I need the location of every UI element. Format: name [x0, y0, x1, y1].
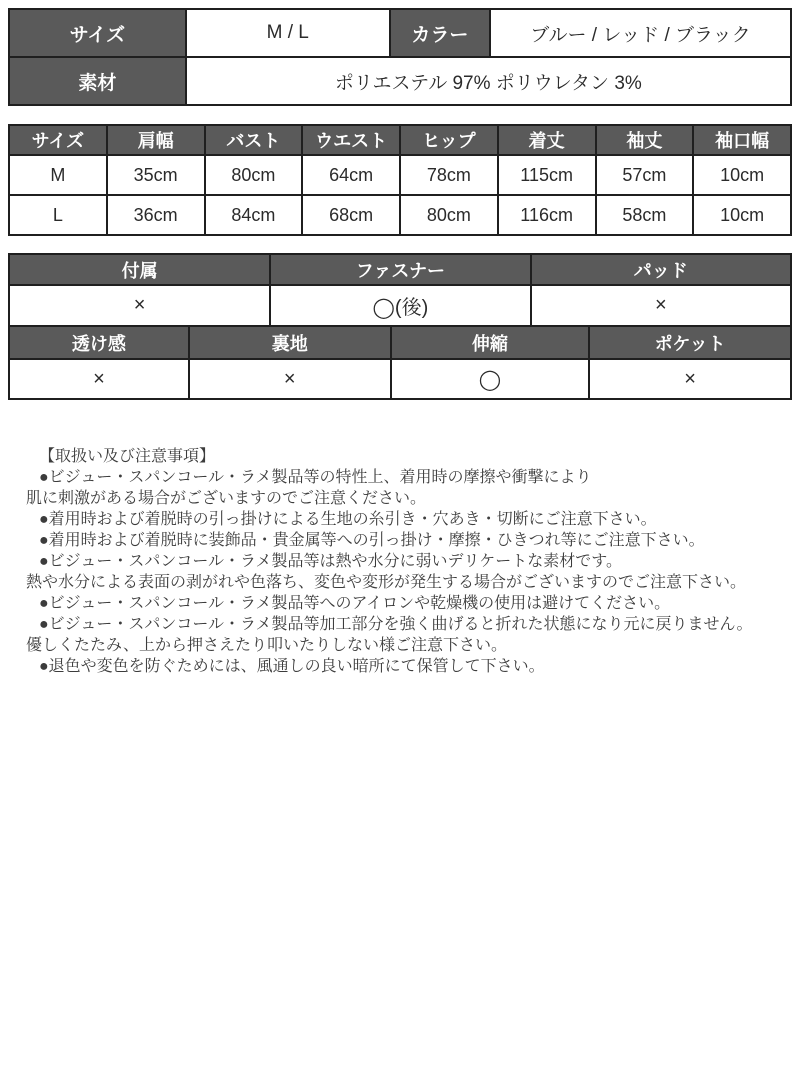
meas-m-size: M — [9, 155, 107, 195]
feat-header-stretch: 伸縮 — [391, 326, 590, 359]
size-value-cell: M / L — [186, 9, 390, 57]
meas-header-cuff: 袖口幅 — [693, 125, 791, 155]
meas-m-hip: 78cm — [400, 155, 498, 195]
meas-m-shoulder: 35cm — [107, 155, 205, 195]
features-table-1 — [8, 253, 792, 327]
features2-value-row — [9, 359, 791, 399]
note-line: 肌に刺激がある場合がございますのでご注意ください。 — [26, 490, 427, 507]
info-table — [8, 8, 792, 106]
meas-header-bust: バスト — [205, 125, 303, 155]
meas-header-sleeve: 袖丈 — [596, 125, 694, 155]
features2-header-row — [9, 326, 791, 359]
measurements-row-l — [9, 195, 791, 235]
measurements-row-m — [9, 155, 791, 195]
meas-l-hip: 80cm — [400, 195, 498, 235]
note-line: ●ビジュー・スパンコール・ラメ製品等は熱や水分に弱いデリケートな素材です。 — [39, 553, 622, 570]
meas-l-length: 116cm — [498, 195, 596, 235]
note-line: ●退色や変色を防ぐためには、風通しの良い暗所にて保管して下さい。 — [39, 658, 545, 675]
spec-content — [8, 8, 792, 677]
material-label-cell: 素材 — [9, 57, 186, 105]
feat-header-sheer: 透け感 — [9, 326, 189, 359]
feat-value-lining: × — [189, 359, 391, 399]
meas-m-length: 115cm — [498, 155, 596, 195]
meas-header-size: サイズ — [9, 125, 107, 155]
color-value-cell: ブルー / レッド / ブラック — [490, 9, 791, 57]
note-line: ●着用時および着脱時の引っ掛けによる生地の糸引き・穴あき・切断にご注意下さい。 — [39, 511, 657, 528]
feat-value-fastener: ◯(後) — [270, 285, 530, 326]
feat-value-stretch: ◯ — [391, 359, 590, 399]
feat-header-pad: パッド — [531, 254, 791, 285]
feat-header-lining: 裏地 — [189, 326, 391, 359]
note-line: ●ビジュー・スパンコール・ラメ製品等へのアイロンや乾燥機の使用は避けてください。 — [39, 595, 671, 612]
color-label-cell: カラー — [390, 9, 490, 57]
meas-header-waist: ウエスト — [302, 125, 400, 155]
feat-value-accessory: × — [9, 285, 270, 326]
features-table-2 — [8, 325, 792, 400]
measurements-table — [8, 124, 792, 236]
feat-header-accessory: 付属 — [9, 254, 270, 285]
meas-l-sleeve: 58cm — [596, 195, 694, 235]
measurements-header-row — [9, 125, 791, 155]
meas-header-shoulder: 肩幅 — [107, 125, 205, 155]
meas-l-shoulder: 36cm — [107, 195, 205, 235]
info-row-size-color — [9, 9, 791, 57]
note-line: ●ビジュー・スパンコール・ラメ製品等の特性上、着用時の摩擦や衝撃により — [39, 469, 592, 486]
handling-notes-title: 【取扱い及び注意事項】 — [39, 448, 216, 465]
note-line: 優しくたたみ、上から押さえたり叩いたりしない様ご注意下さい。 — [26, 637, 507, 654]
note-line: 熱や水分による表面の剥がれや色落ち、変色や変形が発生する場合がございますのでご注意下さい。 — [26, 574, 747, 591]
material-value-cell: ポリエステル 97% ポリウレタン 3% — [186, 57, 791, 105]
feat-header-pocket: ポケット — [589, 326, 791, 359]
meas-header-hip: ヒップ — [400, 125, 498, 155]
meas-l-size: L — [9, 195, 107, 235]
features1-value-row — [9, 285, 791, 326]
meas-m-waist: 64cm — [302, 155, 400, 195]
meas-header-length: 着丈 — [498, 125, 596, 155]
feat-header-fastener: ファスナー — [270, 254, 530, 285]
feat-value-pocket: × — [589, 359, 791, 399]
features1-header-row — [9, 254, 791, 285]
feat-value-pad: × — [531, 285, 791, 326]
meas-m-bust: 80cm — [205, 155, 303, 195]
note-line: ●ビジュー・スパンコール・ラメ製品等加工部分を強く曲げると折れた状態になり元に戻りません。 — [39, 616, 753, 633]
meas-l-bust: 84cm — [205, 195, 303, 235]
meas-m-sleeve: 57cm — [596, 155, 694, 195]
feat-value-sheer: × — [9, 359, 189, 399]
meas-m-cuff: 10cm — [693, 155, 791, 195]
meas-l-cuff: 10cm — [693, 195, 791, 235]
meas-l-waist: 68cm — [302, 195, 400, 235]
info-row-material — [9, 57, 791, 105]
note-line: ●着用時および着脱時に装飾品・貴金属等への引っ掛け・摩擦・ひきつれ等にご注意下さい。 — [39, 532, 705, 549]
handling-notes — [8, 446, 792, 677]
size-label-cell: サイズ — [9, 9, 186, 57]
